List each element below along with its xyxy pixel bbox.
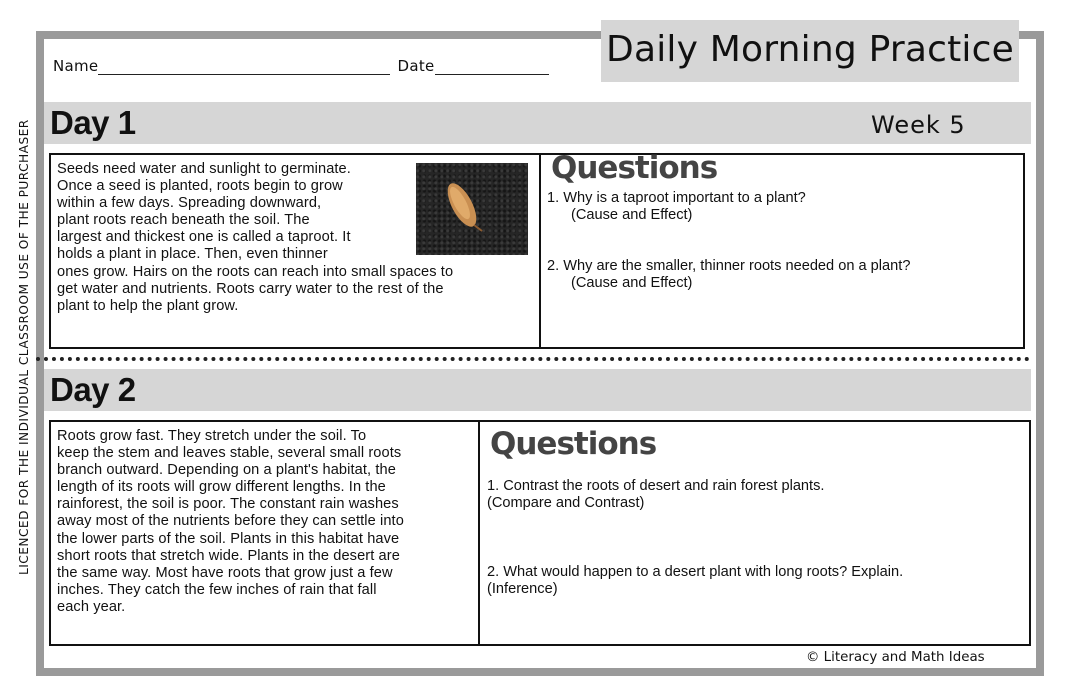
question-skill: (Cause and Effect) <box>571 207 693 223</box>
passage-line: Once a seed is planted, roots begin to grow <box>57 178 343 195</box>
passage-line: keep the stem and leaves stable, several small roots <box>57 445 402 462</box>
license-notice: LICENCED FOR THE INDIVIDUAL CLASSROOM USE OF THE PURCHASER <box>17 119 31 575</box>
date-line[interactable] <box>435 62 549 75</box>
question-skill: (Compare and Contrast) <box>487 495 645 511</box>
section-divider <box>36 357 1030 361</box>
day2-title: Day 2 <box>50 371 136 408</box>
passage-line: rainforest, the soil is poor. The constant rain washes <box>57 496 399 513</box>
passage-line: the same way. Most have roots that grow just a few <box>57 564 393 581</box>
question-skill: (Inference) <box>487 581 558 597</box>
date-label: Date <box>397 57 435 75</box>
copyright-footer: © Literacy and Math Ideas <box>806 650 985 665</box>
passage-line: inches. They catch the few inches of rain that fall <box>57 581 377 598</box>
question-skill: (Cause and Effect) <box>571 275 693 291</box>
day2-questions-box <box>478 420 1031 646</box>
passage-line: get water and nutrients. Roots carry water to the rest of the <box>57 280 444 297</box>
question-text: 1. Why is a taproot important to a plant? <box>547 190 806 206</box>
day1-bar <box>44 102 1031 144</box>
question-text: 2. Why are the smaller, thinner roots needed on a plant? <box>547 258 911 274</box>
day1-questions-box <box>539 150 1025 349</box>
week-label: Week 5 <box>871 111 966 139</box>
passage-line: length of its roots will grow different lengths. In the <box>57 479 386 496</box>
passage-line: each year. <box>57 598 126 615</box>
passage-line: holds a plant in place. Then, even thinner <box>57 246 328 263</box>
name-label: Name <box>53 57 99 75</box>
passage-line: largest and thickest one is called a taproot. It <box>57 229 351 246</box>
passage-line: short roots that stretch wide. Plants in the desert are <box>57 547 400 564</box>
passage-line: Seeds need water and sunlight to germinate. <box>57 161 351 177</box>
passage-line: the lower parts of the soil. Plants in this habitat have <box>57 530 400 547</box>
passage-line: away most of the nutrients before they can settle into <box>57 513 404 530</box>
passage-line: branch outward. Depending on a plant's habitat, the <box>57 462 396 479</box>
day2-bar <box>44 369 1031 411</box>
passage-line: ones grow. Hairs on the roots can reach into small spaces to <box>57 263 454 280</box>
passage-line: Roots grow fast. They stretch under the soil. To <box>57 428 367 444</box>
passage-line: within a few days. Spreading downward, <box>57 195 322 212</box>
questions-heading: Questions <box>551 150 718 186</box>
name-date-row <box>53 57 549 75</box>
question-text: 1. Contrast the roots of desert and rain forest plants. <box>487 478 825 494</box>
seed-image <box>416 163 528 255</box>
question-text: 2. What would happen to a desert plant with long roots? Explain. <box>487 564 904 580</box>
passage-line: plant to help the plant grow. <box>57 297 239 314</box>
name-line[interactable] <box>98 62 390 75</box>
day1-title: Day 1 <box>50 104 136 141</box>
passage-line: plant roots reach beneath the soil. The <box>57 212 310 229</box>
page-title: Daily Morning Practice <box>601 20 1019 82</box>
day2-passage-box <box>49 420 480 646</box>
questions-heading: Questions <box>490 426 657 462</box>
